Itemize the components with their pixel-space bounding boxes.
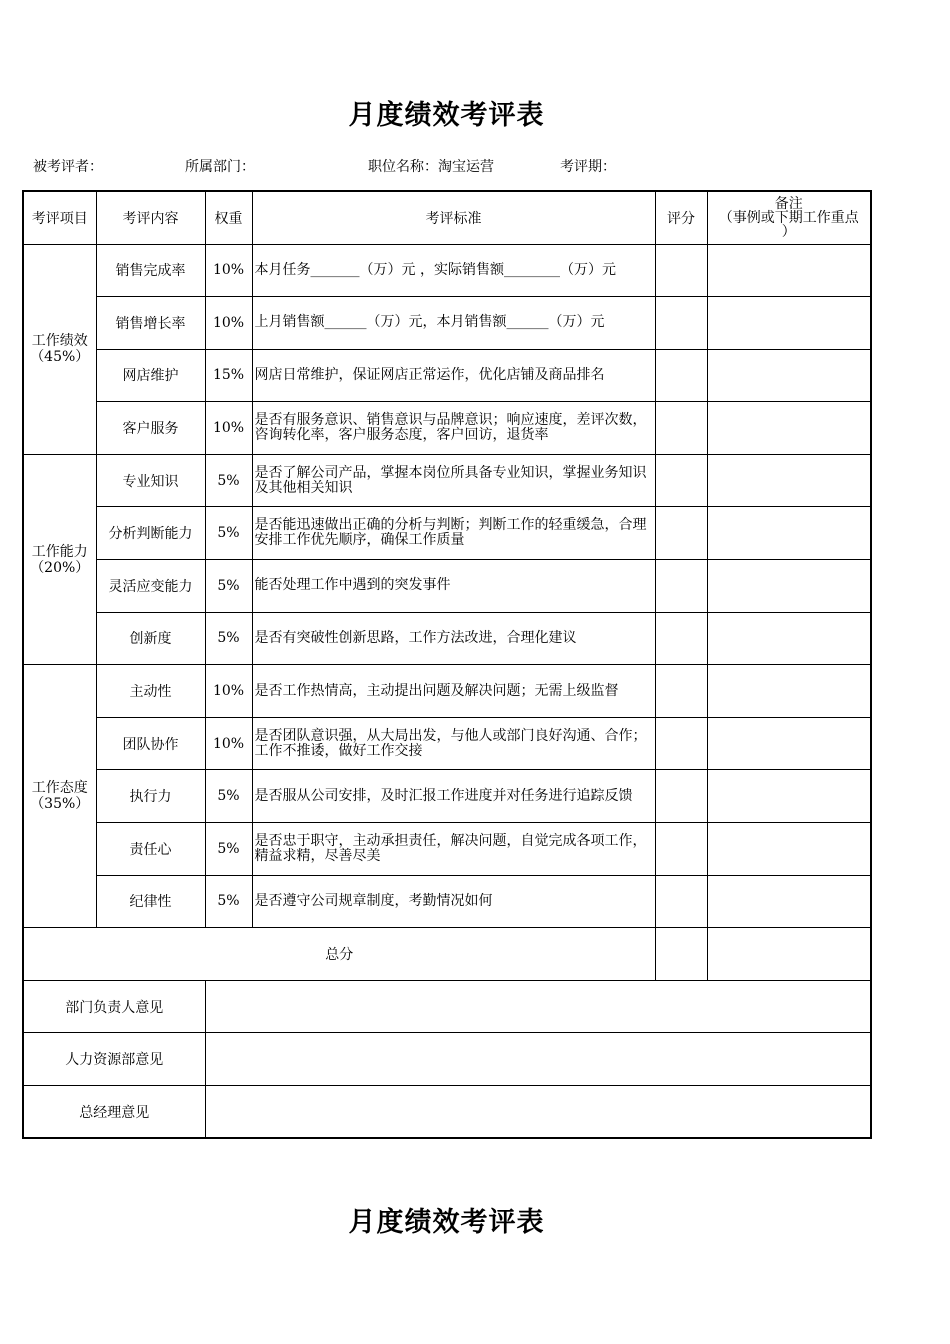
note-cell[interactable] <box>707 560 871 613</box>
score-cell[interactable] <box>655 612 707 665</box>
table-row <box>23 875 871 928</box>
note-cell[interactable] <box>707 297 871 350</box>
content-cell: 纪律性 <box>96 875 205 928</box>
score-cell[interactable] <box>655 560 707 613</box>
note-cell[interactable] <box>707 402 871 455</box>
group-cell-performance <box>23 244 96 454</box>
table-row <box>23 454 871 507</box>
table-row <box>23 717 871 770</box>
note-cell[interactable] <box>707 349 871 402</box>
content-cell: 网店维护 <box>96 349 205 402</box>
page-title-repeat: 月度绩效考评表 <box>348 1207 545 1238</box>
score-cell[interactable] <box>655 875 707 928</box>
note-cell[interactable] <box>707 665 871 718</box>
header-standard: 考评标准 <box>252 191 655 244</box>
group-name: 工作能力 <box>31 543 88 560</box>
header-row <box>23 191 871 244</box>
standard-cell: 是否能迅速做出正确的分析与判断；判断工作的轻重缓急，合理安排工作优先顺序，确保工作质量 <box>252 507 655 560</box>
weight-cell: 5% <box>205 770 252 823</box>
header-item: 考评项目 <box>23 191 96 244</box>
score-cell[interactable] <box>655 665 707 718</box>
note-cell[interactable] <box>707 875 871 928</box>
opinion-input[interactable] <box>205 1033 871 1086</box>
header-note-line1: 备注 <box>774 195 803 212</box>
content-cell: 销售增长率 <box>96 297 205 350</box>
table-row <box>23 560 871 613</box>
score-cell[interactable] <box>655 770 707 823</box>
header-note <box>707 191 871 244</box>
weight-cell: 10% <box>205 665 252 718</box>
note-cell[interactable] <box>707 770 871 823</box>
evaluation-table <box>22 190 872 1139</box>
content-cell: 销售完成率 <box>96 244 205 297</box>
group-cell-ability <box>23 454 96 664</box>
group-name: 工作绩效 <box>31 333 88 350</box>
weight-cell: 5% <box>205 454 252 507</box>
weight-cell: 5% <box>205 560 252 613</box>
standard-cell: 是否了解公司产品，掌握本岗位所具备专业知识，掌握业务知识及其他相关知识 <box>252 454 655 507</box>
header-note-line3: ） <box>781 223 796 240</box>
standard-cell: 是否团队意识强，从大局出发，与他人或部门良好沟通、合作；工作不推诿，做好工作交接 <box>252 717 655 770</box>
page-title: 月度绩效考评表 <box>348 100 545 131</box>
total-label: 总分 <box>23 928 655 981</box>
opinion-label: 部门负责人意见 <box>23 980 205 1033</box>
opinion-row <box>23 1086 871 1139</box>
content-cell: 执行力 <box>96 770 205 823</box>
standard-cell: 上月销售额______（万）元，本月销售额______（万）元 <box>252 297 655 350</box>
content-cell: 创新度 <box>96 612 205 665</box>
note-cell[interactable] <box>707 612 871 665</box>
period-label: 考评期： <box>560 159 616 175</box>
note-cell[interactable] <box>707 454 871 507</box>
group-pct: （20%） <box>30 559 90 576</box>
note-cell[interactable] <box>707 244 871 297</box>
content-cell: 团队协作 <box>96 717 205 770</box>
standard-cell: 是否工作热情高，主动提出问题及解决问题；无需上级监督 <box>252 665 655 718</box>
weight-cell: 10% <box>205 297 252 350</box>
opinion-input[interactable] <box>205 980 871 1033</box>
opinion-input[interactable] <box>205 1086 871 1139</box>
standard-cell: 网店日常维护，保证网店正常运作，优化店铺及商品排名 <box>252 349 655 402</box>
standard-cell: 是否有服务意识、销售意识与品牌意识；响应速度，差评次数，咨询转化率，客户服务态度，客户回访，退货率 <box>252 402 655 455</box>
score-cell[interactable] <box>655 454 707 507</box>
opinion-label: 人力资源部意见 <box>23 1033 205 1086</box>
opinion-label: 总经理意见 <box>23 1086 205 1139</box>
standard-cell: 是否遵守公司规章制度，考勤情况如何 <box>252 875 655 928</box>
opinion-row <box>23 1033 871 1086</box>
weight-cell: 5% <box>205 823 252 876</box>
header-weight: 权重 <box>205 191 252 244</box>
content-cell: 分析判断能力 <box>96 507 205 560</box>
content-cell: 专业知识 <box>96 454 205 507</box>
table-row <box>23 665 871 718</box>
table-row <box>23 612 871 665</box>
table-row <box>23 507 871 560</box>
group-name: 工作态度 <box>31 780 88 797</box>
score-cell[interactable] <box>655 507 707 560</box>
weight-cell: 10% <box>205 244 252 297</box>
content-cell: 客户服务 <box>96 402 205 455</box>
table-row <box>23 402 871 455</box>
weight-cell: 10% <box>205 402 252 455</box>
weight-cell: 5% <box>205 875 252 928</box>
group-cell-attitude <box>23 665 96 928</box>
score-cell[interactable] <box>655 717 707 770</box>
evaluatee-label: 被考评者： <box>33 159 103 175</box>
weight-cell: 10% <box>205 717 252 770</box>
content-cell: 责任心 <box>96 823 205 876</box>
standard-cell: 能否处理工作中遇到的突发事件 <box>252 560 655 613</box>
total-score-cell[interactable] <box>655 928 707 981</box>
score-cell[interactable] <box>655 244 707 297</box>
opinion-row <box>23 980 871 1033</box>
score-cell[interactable] <box>655 823 707 876</box>
table-row <box>23 823 871 876</box>
department-label: 所属部门： <box>185 159 255 175</box>
table-row <box>23 770 871 823</box>
standard-cell: 是否忠于职守，主动承担责任，解决问题，自觉完成各项工作，精益求精，尽善尽美 <box>252 823 655 876</box>
score-cell[interactable] <box>655 402 707 455</box>
note-cell[interactable] <box>707 717 871 770</box>
weight-cell: 5% <box>205 507 252 560</box>
weight-cell: 15% <box>205 349 252 402</box>
position-label: 职位名称：淘宝运营 <box>368 159 494 175</box>
content-cell: 主动性 <box>96 665 205 718</box>
standard-cell: 是否服从公司安排，及时汇报工作进度并对任务进行追踪反馈 <box>252 770 655 823</box>
note-cell[interactable] <box>707 507 871 560</box>
standard-cell: 是否有突破性创新思路，工作方法改进，合理化建议 <box>252 612 655 665</box>
table-row <box>23 244 871 297</box>
weight-cell: 5% <box>205 612 252 665</box>
standard-cell: 本月任务_______（万）元 ，实际销售额________（万）元 <box>252 244 655 297</box>
note-cell[interactable] <box>707 823 871 876</box>
total-note-cell[interactable] <box>707 928 871 981</box>
group-pct: （45%） <box>30 349 90 366</box>
header-note-line2: （事例或下期工作重点 <box>718 209 859 226</box>
score-cell[interactable] <box>655 297 707 350</box>
content-cell: 灵活应变能力 <box>96 560 205 613</box>
total-row <box>23 928 871 981</box>
score-cell[interactable] <box>655 349 707 402</box>
header-score: 评分 <box>655 191 707 244</box>
header-content: 考评内容 <box>96 191 205 244</box>
table-row <box>23 349 871 402</box>
group-pct: （35%） <box>30 796 90 813</box>
table-row <box>23 297 871 350</box>
